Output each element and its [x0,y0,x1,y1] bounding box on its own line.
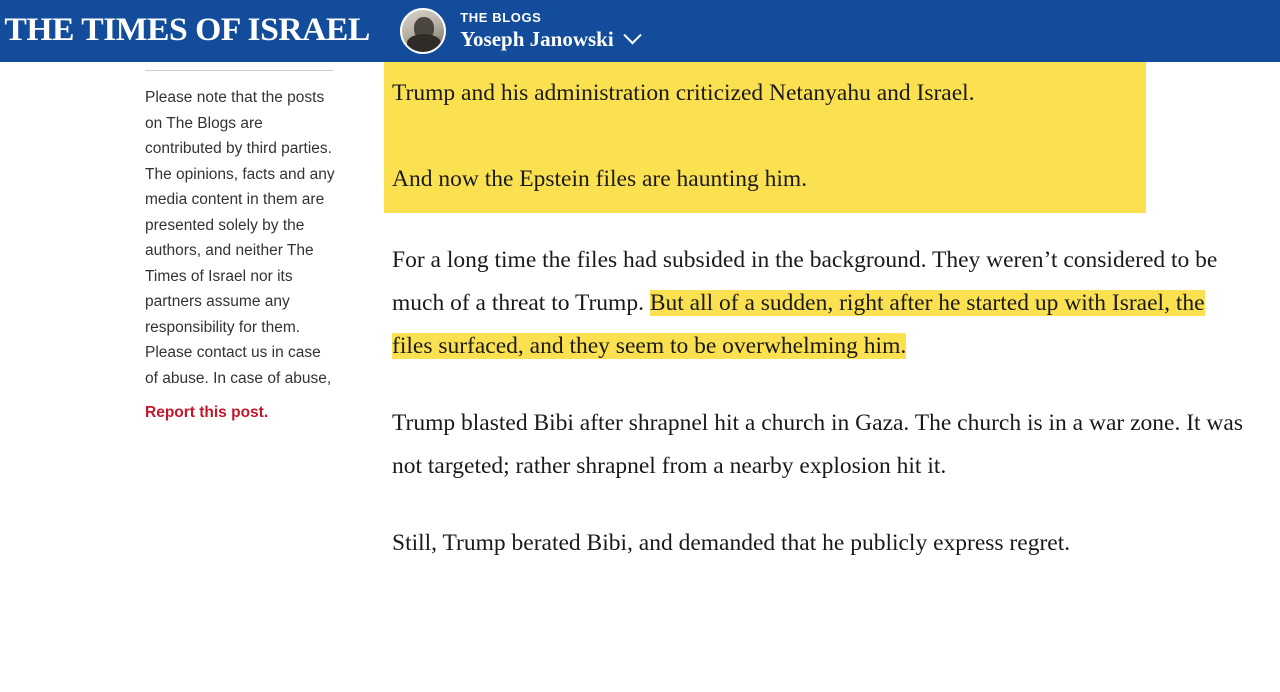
paragraph-2: And now the Epstein files are haunting him. [392,166,808,192]
chevron-down-icon[interactable] [623,26,641,44]
site-header [0,0,1280,62]
paragraph-1: Trump and his administration criticized Netanyahu and Israel. [392,80,975,106]
report-post-link[interactable]: Report this post. [145,404,269,421]
blog-author-block[interactable] [400,8,638,54]
site-logo[interactable]: THE TIMES OF ISRAEL [4,11,370,48]
paragraph-3-highlight: But all of a sudden, right after he started up with Israel, the files surfaced, and they seem to be overwhelming him. [392,290,1205,359]
paragraph-5: Still, Trump berated Bibi, and demanded that he publicly express regret. [392,530,1071,556]
sidebar-disclaimer [0,62,384,692]
divider [145,70,333,71]
article-content [384,62,1280,692]
page-body [0,62,1280,692]
paragraph-4: Trump blasted Bibi after shrapnel hit a church in Gaza. The church is in a war zone. It was not targeted; rather shrapnel from a nearby explosion hit it. [392,410,1243,479]
paragraph-3 [388,239,1250,368]
disclaimer-text: Please note that the posts on The Blogs are contributed by third parties. The opinions, facts and any media content in them are presented solely by the authors, and neither The Times of Israel nor its partners assume any responsibility for them. Please contact us in case of abuse. In case of abuse, [145,89,335,387]
avatar [400,8,446,54]
author-name[interactable]: Yoseph Janowski [460,27,614,52]
paragraph-3-plain: For a long time the files had subsided in the background. They weren’t considered to be much of a threat to Trump. [392,247,1218,316]
highlighted-block [384,62,1146,213]
blogs-kicker: THE BLOGS [460,9,542,25]
